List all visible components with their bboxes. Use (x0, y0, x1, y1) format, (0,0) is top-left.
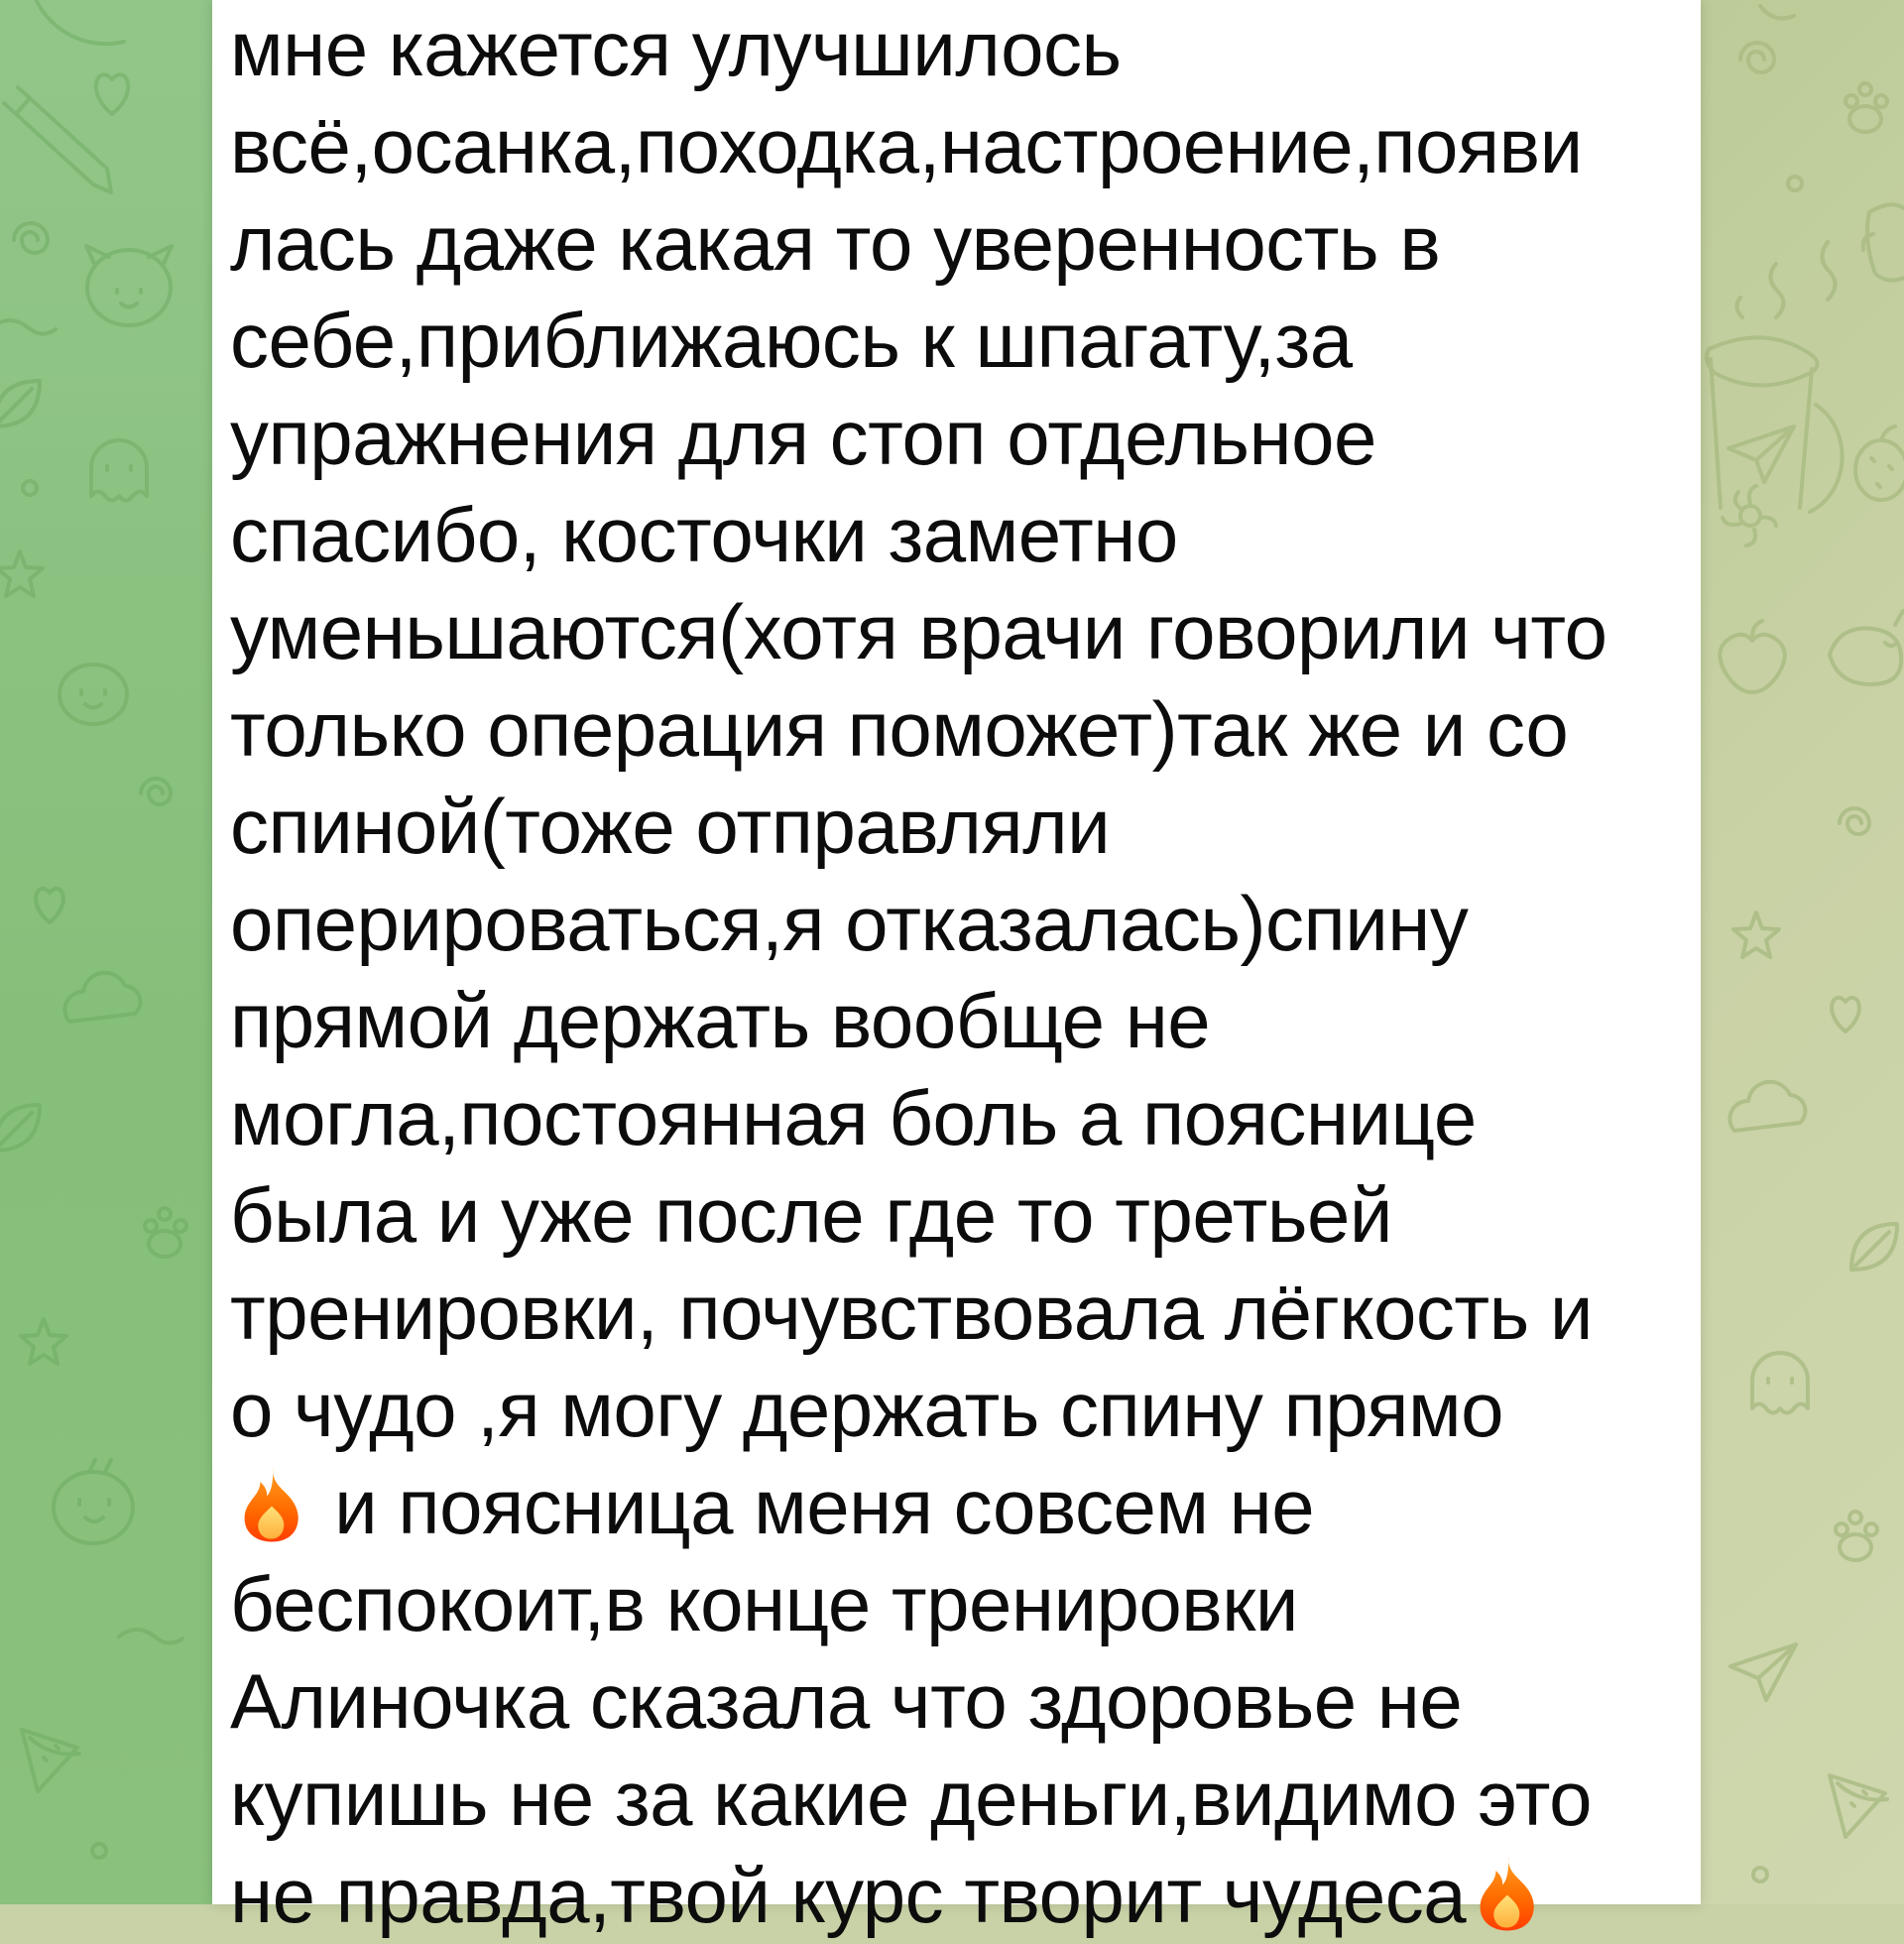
doodle-cat-icon (86, 246, 172, 325)
message-line (230, 389, 1687, 486)
doodle-paper-plane-icon (1730, 1644, 1796, 1700)
doodle-paw-icon (1836, 1512, 1877, 1560)
doodle-spiral-icon (141, 779, 171, 804)
message-line-text: беспокоит,в конце тренировки (230, 1560, 1298, 1647)
background-right-strip (1701, 0, 1904, 1904)
message-line-text: только операция поможет)так же и со (230, 685, 1569, 773)
message-line (230, 875, 1687, 972)
doodle-pencil-icon (4, 87, 111, 192)
message-line-text: всё,осанка,походка,настроение,появи (230, 102, 1583, 189)
message-line (230, 0, 1687, 97)
message-line-text: о чудо ,я могу держать спину прямо (230, 1366, 1504, 1453)
doodle-star-icon (1733, 912, 1779, 957)
fire-emoji-icon (236, 1464, 307, 1545)
message-line-text: себе,приближаюсь к шпагату,за (230, 297, 1353, 384)
doodle-spiral-icon (1840, 808, 1869, 834)
doodle-dot-icon (92, 1844, 106, 1858)
message-line (230, 1166, 1687, 1264)
message-line (230, 194, 1687, 292)
message-line-text: не правда,твой курс творит чудеса (230, 1852, 1467, 1939)
doodle-spiral-icon (1740, 43, 1774, 72)
doodle-apple-icon (1720, 621, 1784, 692)
message-line-text: лась даже какая то уверенность в (230, 199, 1441, 287)
doodle-mug-icon (1707, 337, 1843, 512)
message-line-text: прямой держать вообще не (230, 977, 1211, 1064)
doodle-spiral-icon (14, 223, 48, 253)
doodle-paw-icon (1845, 83, 1887, 132)
doodle-dot-icon (1788, 177, 1802, 190)
doodle-blob-icon (60, 665, 127, 724)
background-left-strip (0, 0, 212, 1904)
doodle-leaf-icon (1851, 1224, 1897, 1270)
doodle-squiggle-icon (0, 320, 56, 334)
message-line (230, 1847, 1687, 1944)
doodle-pizza-icon (1830, 1775, 1887, 1837)
doodle-heart-icon (36, 889, 63, 922)
message-line (230, 1264, 1687, 1361)
doodle-heart-icon (96, 74, 128, 114)
message-line (230, 1069, 1687, 1166)
message-line (230, 1750, 1687, 1847)
doodle-heart-icon (1832, 998, 1859, 1032)
doodle-flower-icon (1723, 486, 1776, 546)
doodle-pattern-left (0, 0, 212, 1904)
message-line-text: и поясница меня совсем не (313, 1463, 1315, 1550)
message-line-text: мне кажется улучшилось (230, 5, 1122, 92)
message-line (230, 778, 1687, 875)
doodle-dot-icon (1753, 1868, 1767, 1882)
doodle-pattern-right (1701, 0, 1904, 1904)
message-bubble (212, 0, 1701, 1939)
doodle-squiggle-icon (119, 1630, 182, 1643)
message-line-text: Алиночка сказала что здоровье не (230, 1657, 1463, 1745)
doodle-cloud-icon (1729, 1082, 1805, 1131)
doodle-leaf-icon (0, 381, 40, 426)
message-line-text: тренировки, почувствовала лёгкость и (230, 1269, 1593, 1356)
message-line-text: купишь не за какие деньги,видимо это (230, 1755, 1592, 1842)
message-line (230, 680, 1687, 778)
message-line (230, 292, 1687, 389)
doodle-whale-icon (1830, 611, 1903, 684)
message-line-text: могла,постоянная боль а пояснице (230, 1074, 1477, 1161)
message-line (230, 486, 1687, 583)
doodle-moon-icon (30, 0, 124, 44)
doodle-leaf-icon (0, 1105, 40, 1151)
fire-emoji-icon (1472, 1853, 1543, 1934)
message-line (230, 1652, 1687, 1750)
doodle-pizza-icon (22, 1730, 79, 1791)
message-line (230, 97, 1687, 194)
message-line (230, 1458, 1687, 1555)
doodle-ghost-icon (1752, 1353, 1808, 1413)
message-line-text: уменьшаются(хотя врачи говорили что (230, 588, 1607, 675)
doodle-paw-icon (145, 1208, 186, 1257)
doodle-star-icon (21, 1319, 66, 1364)
doodle-berry-icon (1855, 426, 1904, 500)
message-line-text: спасибо, косточки заметно (230, 491, 1178, 578)
doodle-cloud-icon (64, 973, 140, 1022)
message-line-text: была и уже после где то третьей (230, 1171, 1392, 1259)
doodle-paper-plane-icon (1728, 426, 1794, 482)
doodle-steam-icon (1736, 242, 1835, 317)
doodle-star-icon (0, 551, 43, 596)
message-line (230, 583, 1687, 680)
doodle-dino-icon (54, 1460, 133, 1543)
doodle-ghost-icon (91, 440, 147, 501)
message-line (230, 1361, 1687, 1458)
message-text (212, 0, 1701, 1944)
doodle-squiggle-icon (1760, 6, 1794, 18)
message-line-text: оперироваться,я отказалась)спину (230, 880, 1469, 967)
message-line-text: упражнения для стоп отдельное (230, 394, 1376, 481)
doodle-mitten-icon (1863, 204, 1904, 280)
message-line-text: спиной(тоже отправляли (230, 783, 1111, 870)
doodle-dot-icon (23, 481, 37, 495)
message-line (230, 972, 1687, 1069)
message-line (230, 1555, 1687, 1652)
